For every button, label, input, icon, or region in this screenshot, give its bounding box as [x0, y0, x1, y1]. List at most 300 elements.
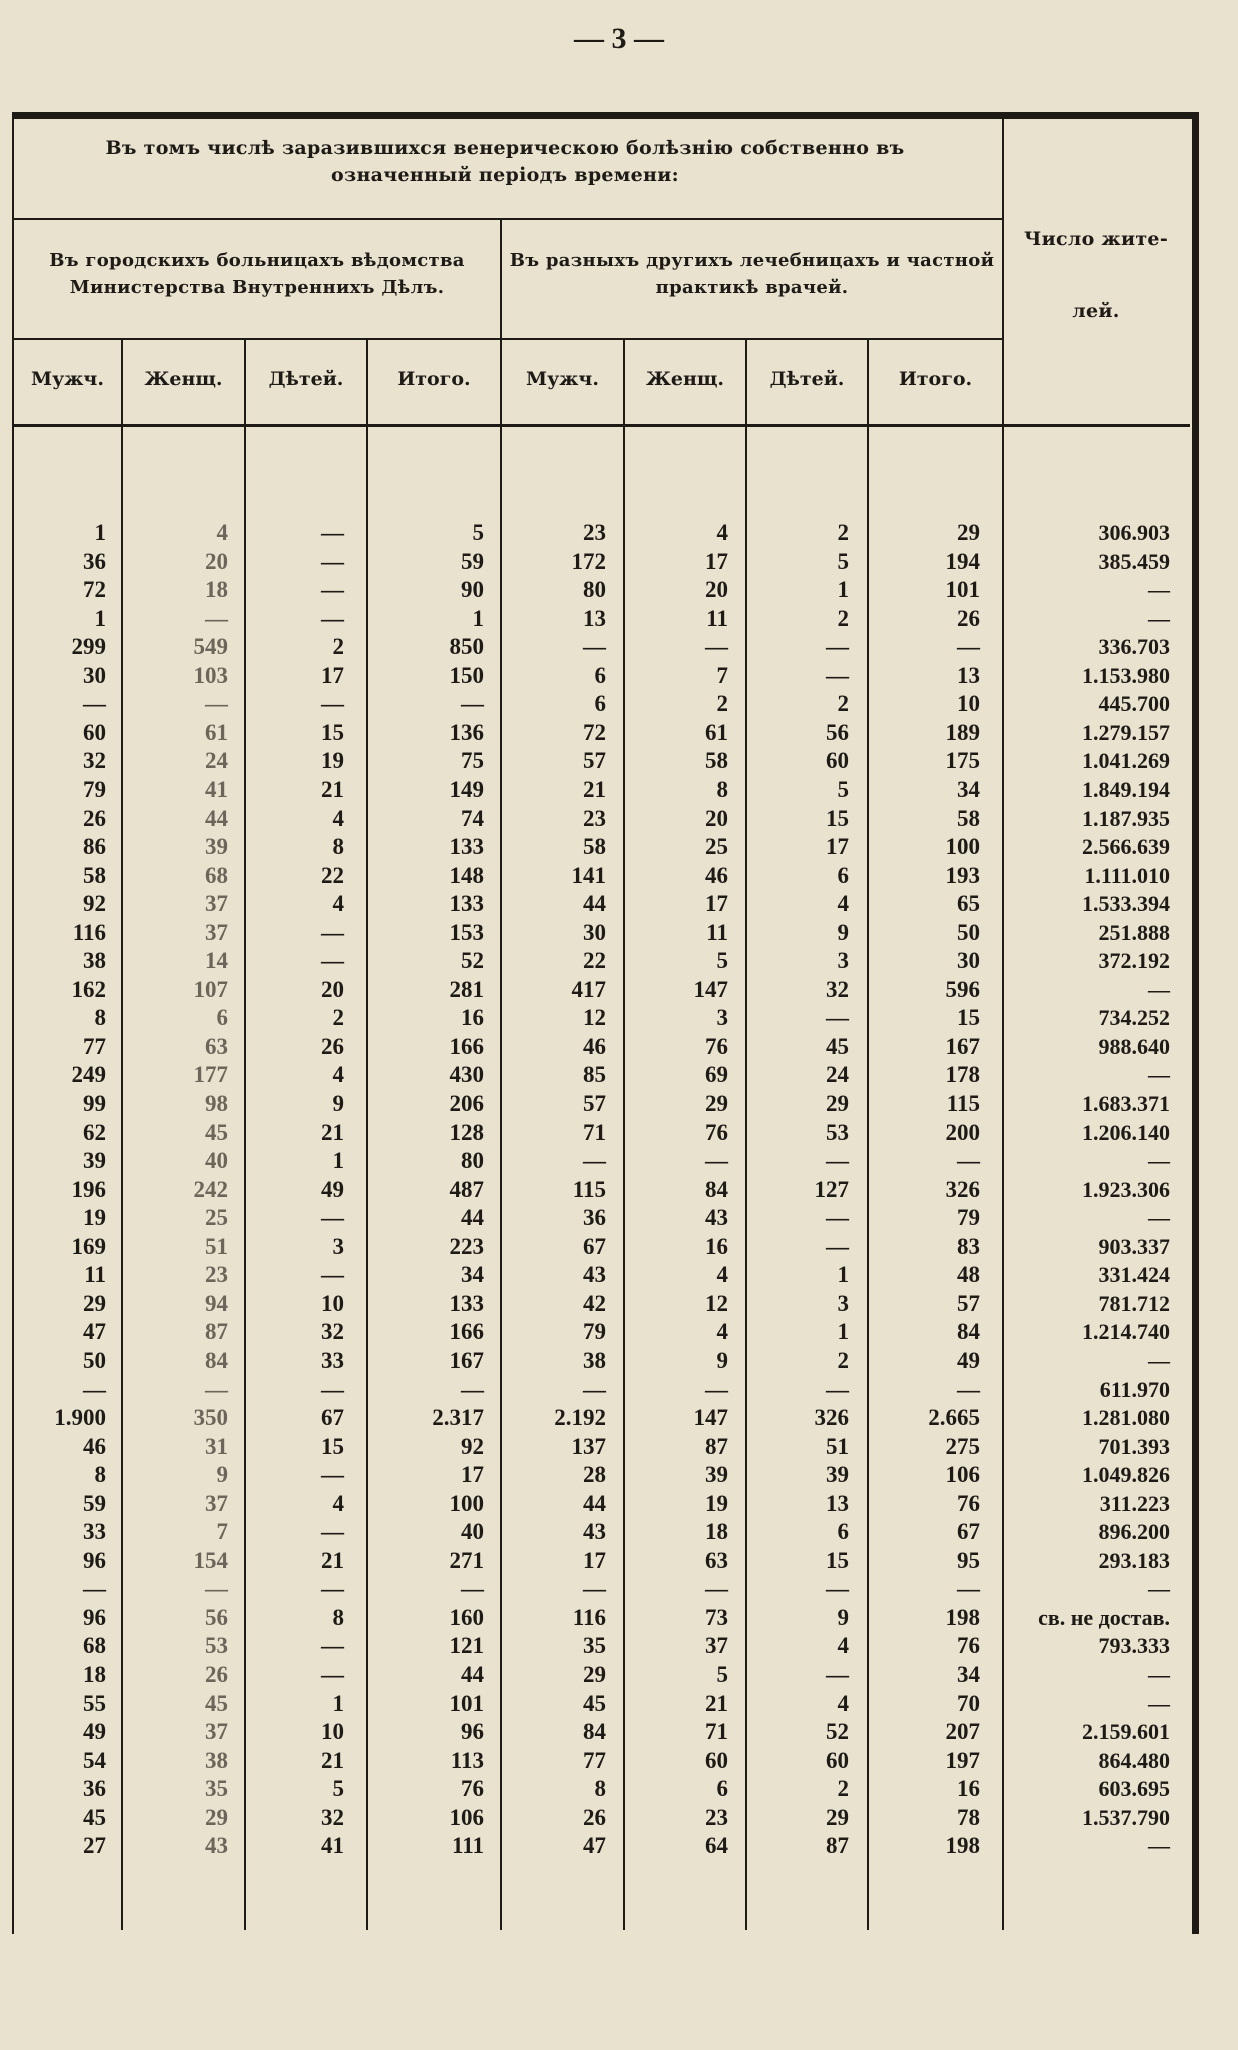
cell-women-a: 87 [205, 1319, 228, 1345]
cell-men-b: 57 [583, 1091, 606, 1116]
cell-men-b: 12 [583, 1005, 606, 1031]
cell-population: 734.252 [1098, 1005, 1170, 1031]
cell-men-a: 196 [71, 1176, 106, 1202]
cell-women-b: 19 [705, 1490, 728, 1516]
cell-children-b: 6 [837, 862, 849, 888]
table-row [0, 832, 1238, 861]
cell-men-b: — [583, 1148, 606, 1174]
cell-men-a: 169 [71, 1233, 106, 1259]
cell-children-b: 29 [826, 1804, 849, 1830]
cell-women-b: 5 [716, 1662, 728, 1687]
cell-total-a: 430 [449, 1062, 484, 1088]
cell-total-b: 58 [957, 805, 980, 831]
cell-women-a: 29 [205, 1804, 228, 1830]
cell-men-a: 54 [83, 1747, 106, 1773]
cell-women-a: 9 [216, 1462, 228, 1488]
cell-women-a: 98 [205, 1091, 228, 1116]
cell-total-a: 128 [449, 1119, 484, 1145]
cell-total-b: 198 [945, 1604, 980, 1630]
cell-children-b: 3 [837, 1290, 849, 1316]
cell-children-b: 60 [826, 1747, 849, 1773]
cell-total-a: 487 [449, 1176, 484, 1202]
cell-population: 1.206.140 [1082, 1119, 1170, 1145]
cell-men-a: 79 [83, 776, 106, 802]
cell-children-b: — [826, 1376, 849, 1402]
cell-total-b: 78 [957, 1804, 980, 1830]
table-row [0, 1831, 1238, 1860]
cell-men-a: 27 [83, 1833, 106, 1859]
cell-children-b: 17 [826, 834, 849, 860]
cell-total-a: — [461, 691, 484, 717]
cell-men-b: 67 [583, 1233, 606, 1259]
cell-children-b: 2 [837, 1776, 849, 1802]
cell-men-a: 299 [71, 634, 106, 660]
column-head-women-b: Женщ. [645, 368, 725, 390]
cell-population: 2.159.601 [1082, 1719, 1170, 1745]
cell-men-a: 1 [94, 605, 106, 631]
cell-population: — [1148, 1205, 1170, 1231]
cell-women-b: 4 [716, 1319, 728, 1345]
cell-women-b: 3 [716, 1005, 728, 1031]
cell-men-a: 59 [83, 1490, 106, 1516]
cell-women-b: — [705, 1576, 728, 1602]
cell-men-b: 43 [583, 1262, 606, 1288]
cell-total-b: 76 [957, 1490, 980, 1516]
cell-men-b: 57 [583, 748, 606, 774]
cell-women-a: 51 [205, 1233, 228, 1259]
cell-children-b: 87 [826, 1833, 849, 1859]
cell-children-a: 2 [332, 1005, 344, 1031]
cell-children-b: 127 [814, 1176, 849, 1202]
cell-men-b: 84 [583, 1719, 606, 1745]
cell-population: — [1148, 1576, 1170, 1602]
cell-population: 781.712 [1098, 1290, 1170, 1316]
cell-women-a: 53 [205, 1633, 228, 1659]
cell-children-a: 3 [332, 1233, 344, 1259]
cell-men-a: 39 [83, 1148, 106, 1174]
cell-men-b: 77 [583, 1747, 606, 1773]
cell-women-b: 17 [705, 548, 728, 574]
cell-children-b: 5 [837, 548, 849, 574]
cell-women-b: 20 [705, 577, 728, 603]
cell-children-a: 21 [321, 1119, 344, 1145]
cell-men-a: 36 [83, 1776, 106, 1802]
cell-population: 1.111.010 [1084, 862, 1170, 888]
cell-men-a: 49 [83, 1719, 106, 1745]
cell-men-b: 36 [583, 1205, 606, 1231]
cell-men-a: 30 [83, 662, 106, 688]
cell-children-a: — [321, 1205, 344, 1231]
cell-total-b: — [957, 1576, 980, 1602]
cell-children-b: 15 [826, 805, 849, 831]
cell-men-b: 417 [571, 976, 606, 1002]
cell-men-b: — [583, 634, 606, 660]
cell-women-a: 31 [205, 1433, 228, 1459]
cell-women-b: 60 [705, 1747, 728, 1773]
cell-population: 331.424 [1098, 1262, 1170, 1288]
cell-total-a: 1 [472, 605, 484, 631]
cell-men-a: 36 [83, 548, 106, 574]
cell-men-a: 46 [83, 1433, 106, 1459]
cell-women-b: 46 [705, 862, 728, 888]
cell-children-b: 52 [826, 1719, 849, 1745]
cell-men-b: 2.192 [554, 1405, 606, 1431]
cell-women-b: 4 [716, 520, 728, 545]
cell-men-a: 1 [94, 520, 106, 545]
cell-men-b: 71 [583, 1119, 606, 1145]
cell-total-a: 76 [461, 1776, 484, 1802]
cell-population: 336.703 [1098, 634, 1170, 660]
cell-men-b: 137 [571, 1433, 606, 1459]
cell-men-a: 86 [83, 834, 106, 860]
cell-total-b: 175 [945, 748, 980, 774]
cell-children-a: 41 [321, 1833, 344, 1859]
cell-children-a: 20 [321, 976, 344, 1002]
cell-women-b: 147 [693, 976, 728, 1002]
cell-men-b: 21 [583, 776, 606, 802]
cell-men-a: 55 [83, 1690, 106, 1716]
group-title: Въ томъ числѣ заразившихся венерическою болѣзнію собственно въ означенный періодъ времени: [105, 137, 905, 186]
cell-total-b: 83 [957, 1233, 980, 1259]
cell-population: 293.183 [1098, 1547, 1170, 1573]
cell-population: — [1148, 1347, 1170, 1373]
cell-men-a: 26 [83, 805, 106, 831]
cell-men-a: 11 [84, 1262, 106, 1288]
table-row [0, 1375, 1238, 1404]
cell-women-a: 6 [216, 1005, 228, 1031]
table-row [0, 804, 1238, 833]
cell-total-a: 153 [449, 919, 484, 945]
cell-women-a: 45 [205, 1690, 228, 1716]
cell-total-a: 166 [449, 1033, 484, 1059]
cell-women-b: 17 [705, 891, 728, 917]
cell-men-a: 8 [94, 1462, 106, 1488]
group-b-title: Въ разныхъ другихъ лечебницахъ и частной практикѣ врачей. [509, 250, 995, 298]
cell-men-a: 68 [83, 1633, 106, 1659]
cell-men-a: 47 [83, 1319, 106, 1345]
cell-children-a: 4 [332, 1062, 344, 1088]
cell-children-a: 9 [332, 1091, 344, 1116]
cell-total-b: 70 [957, 1690, 980, 1716]
cell-total-a: 100 [449, 1490, 484, 1516]
cell-children-b: — [826, 1205, 849, 1231]
table-row [0, 718, 1238, 747]
cell-total-a: 133 [449, 1290, 484, 1316]
cell-women-b: 25 [705, 834, 728, 860]
cell-children-b: — [826, 1576, 849, 1602]
column-head-total-b: Итого. [898, 368, 973, 390]
table-row [0, 1060, 1238, 1089]
cell-women-b: 5 [716, 948, 728, 974]
cell-children-b: 6 [837, 1519, 849, 1545]
cell-total-b: 34 [957, 1662, 980, 1687]
cell-total-a: 92 [461, 1433, 484, 1459]
cell-women-b: 21 [705, 1690, 728, 1716]
cell-women-a: 549 [193, 634, 228, 660]
cell-children-a: — [321, 1576, 344, 1602]
cell-children-b: 5 [837, 776, 849, 802]
cell-total-b: 95 [957, 1547, 980, 1573]
cell-population: 603.695 [1098, 1776, 1170, 1802]
cell-children-b: — [826, 1148, 849, 1174]
cell-men-b: 8 [594, 1776, 606, 1802]
cell-total-a: 160 [449, 1604, 484, 1630]
cell-children-a: 21 [321, 776, 344, 802]
cell-men-a: — [83, 691, 106, 717]
cell-children-b: 4 [837, 1690, 849, 1716]
cell-women-a: 39 [205, 834, 228, 860]
cell-children-b: 51 [826, 1433, 849, 1459]
cell-children-a: 1 [332, 1690, 344, 1716]
cell-children-b: 53 [826, 1119, 849, 1145]
cell-total-a: 52 [461, 948, 484, 974]
cell-children-a: 8 [332, 1604, 344, 1630]
cell-children-b: — [826, 634, 849, 660]
cell-total-a: 90 [461, 577, 484, 603]
table-row [0, 547, 1238, 576]
cell-population: — [1148, 1690, 1170, 1716]
table-row [0, 1203, 1238, 1232]
table-row [0, 1574, 1238, 1603]
column-head-total-a: Итого. [397, 368, 471, 390]
cell-total-a: 121 [449, 1633, 484, 1659]
cell-women-a: 41 [205, 776, 228, 802]
table-row [0, 775, 1238, 804]
cell-women-a: 26 [205, 1662, 228, 1687]
cell-population: 611.970 [1099, 1376, 1170, 1402]
table-row [0, 1746, 1238, 1775]
cell-women-b: 12 [705, 1290, 728, 1316]
cell-population: 251.888 [1098, 919, 1170, 945]
cell-total-b: 29 [957, 520, 980, 545]
cell-men-a: — [83, 1576, 106, 1602]
cell-children-a: 49 [321, 1176, 344, 1202]
column-head-men-b: Мужч. [526, 368, 599, 390]
cell-women-a: 14 [205, 948, 228, 974]
cell-total-a: 101 [449, 1690, 484, 1716]
cell-total-b: 13 [957, 662, 980, 688]
table-row [0, 632, 1238, 661]
cell-women-a: — [205, 605, 228, 631]
cell-women-b: 76 [705, 1033, 728, 1059]
cell-men-a: 72 [83, 577, 106, 603]
cell-children-a: 10 [321, 1290, 344, 1316]
cell-children-b: 39 [826, 1462, 849, 1488]
cell-children-b: 24 [826, 1062, 849, 1088]
cell-men-b: 28 [583, 1462, 606, 1488]
cell-men-a: 38 [83, 948, 106, 974]
cell-children-b: 4 [837, 1633, 849, 1659]
cell-total-a: 136 [449, 719, 484, 745]
cell-men-a: — [83, 1376, 106, 1402]
cell-women-b: 39 [705, 1462, 728, 1488]
cell-women-a: 103 [193, 662, 228, 688]
cell-population: 1.537.790 [1082, 1804, 1170, 1830]
cell-children-b: 15 [826, 1547, 849, 1573]
table-row [0, 889, 1238, 918]
page-number: — 3 — [574, 22, 664, 55]
table-row [0, 1260, 1238, 1289]
cell-women-b: 4 [716, 1262, 728, 1288]
cell-population: св. не достав. [1038, 1604, 1170, 1630]
cell-population: — [1148, 1662, 1170, 1687]
cell-total-a: 59 [461, 548, 484, 574]
cell-men-b: 44 [583, 891, 606, 917]
cell-men-b: 23 [583, 805, 606, 831]
cell-total-b: 189 [945, 719, 980, 745]
cell-men-a: 18 [83, 1662, 106, 1687]
table-row [0, 1317, 1238, 1346]
cell-men-a: 50 [83, 1347, 106, 1373]
cell-women-b: 7 [716, 662, 728, 688]
cell-men-b: — [583, 1576, 606, 1602]
cell-women-b: 8 [716, 776, 728, 802]
cell-children-a: 4 [332, 805, 344, 831]
cell-total-a: 148 [449, 862, 484, 888]
cell-men-a: 60 [83, 719, 106, 745]
cell-children-a: — [321, 1662, 344, 1687]
cell-women-b: 11 [706, 919, 728, 945]
cell-children-b: 60 [826, 748, 849, 774]
cell-women-b: 64 [705, 1833, 728, 1859]
cell-men-b: 17 [583, 1547, 606, 1573]
table-row [0, 1089, 1238, 1118]
cell-women-a: 61 [205, 719, 228, 745]
table-row [0, 1032, 1238, 1061]
cell-children-a: 22 [321, 862, 344, 888]
cell-children-b: — [826, 1005, 849, 1031]
cell-men-a: 1.900 [54, 1405, 106, 1431]
cell-women-b: 29 [705, 1091, 728, 1116]
cell-men-b: 72 [583, 719, 606, 745]
cell-women-a: 154 [193, 1547, 228, 1573]
column-head-children-b: Дѣтей. [769, 368, 845, 390]
cell-men-a: 249 [71, 1062, 106, 1088]
cell-population: 1.683.371 [1082, 1091, 1170, 1116]
cell-total-b: 100 [945, 834, 980, 860]
cell-men-b: 23 [583, 520, 606, 545]
cell-children-a: 17 [321, 662, 344, 688]
cell-children-a: — [321, 1262, 344, 1288]
cell-men-b: 38 [583, 1347, 606, 1373]
cell-total-a: 133 [449, 834, 484, 860]
cell-women-b: 18 [705, 1519, 728, 1545]
cell-women-b: 16 [705, 1233, 728, 1259]
cell-men-b: 42 [583, 1290, 606, 1316]
cell-children-a: — [321, 548, 344, 574]
cell-women-b: 73 [705, 1604, 728, 1630]
cell-women-a: 25 [205, 1205, 228, 1231]
cell-total-b: 67 [957, 1519, 980, 1545]
cell-children-b: 29 [826, 1091, 849, 1116]
cell-population: — [1148, 577, 1170, 603]
cell-children-b: 3 [837, 948, 849, 974]
cell-children-a: — [321, 605, 344, 631]
cell-women-a: 20 [205, 548, 228, 574]
cell-men-b: 6 [594, 662, 606, 688]
rule-under-group-heads [14, 338, 1002, 340]
cell-women-b: — [705, 634, 728, 660]
cell-total-b: 49 [957, 1347, 980, 1373]
cell-total-a: 34 [461, 1262, 484, 1288]
cell-women-a: — [205, 1376, 228, 1402]
cell-children-a: 15 [321, 719, 344, 745]
cell-total-a: 17 [461, 1462, 484, 1488]
cell-children-a: — [321, 919, 344, 945]
cell-total-b: 10 [957, 691, 980, 717]
cell-total-a: 166 [449, 1319, 484, 1345]
population-title-line2: лей. [1072, 300, 1120, 322]
cell-women-a: — [205, 1576, 228, 1602]
cell-total-b: 84 [957, 1319, 980, 1345]
cell-population: 903.337 [1098, 1233, 1170, 1259]
cell-men-a: 96 [83, 1547, 106, 1573]
cell-total-b: — [957, 1148, 980, 1174]
cell-men-a: 162 [71, 976, 106, 1002]
cell-total-b: 106 [945, 1462, 980, 1488]
cell-men-b: 44 [583, 1490, 606, 1516]
cell-women-a: 37 [205, 1490, 228, 1516]
cell-total-a: 133 [449, 891, 484, 917]
cell-children-a: 15 [321, 1433, 344, 1459]
cell-total-b: — [957, 1376, 980, 1402]
cell-men-a: 29 [83, 1290, 106, 1316]
cell-total-b: 2.665 [928, 1405, 980, 1431]
cell-children-a: 10 [321, 1719, 344, 1745]
table-row [0, 746, 1238, 775]
cell-total-b: 34 [957, 776, 980, 802]
cell-women-a: 4 [216, 520, 228, 545]
cell-total-a: 149 [449, 776, 484, 802]
cell-women-b: 69 [705, 1062, 728, 1088]
cell-women-a: 68 [205, 862, 228, 888]
cell-women-a: 44 [205, 805, 228, 831]
cell-total-a: 850 [449, 634, 484, 660]
cell-total-a: 2.317 [432, 1405, 484, 1431]
cell-men-b: 115 [572, 1176, 606, 1202]
cell-population: 988.640 [1098, 1033, 1170, 1059]
cell-total-a: 16 [461, 1005, 484, 1031]
column-head-children-a: Дѣтей. [268, 368, 344, 390]
cell-population: 1.049.826 [1082, 1462, 1170, 1488]
cell-children-a: — [321, 577, 344, 603]
cell-men-a: 96 [83, 1604, 106, 1630]
cell-women-a: 7 [216, 1519, 228, 1545]
cell-men-b: 116 [572, 1604, 606, 1630]
column-head-men-a: Мужч. [31, 368, 104, 390]
cell-children-a: — [321, 520, 344, 545]
cell-women-a: 45 [205, 1119, 228, 1145]
cell-men-a: 58 [83, 862, 106, 888]
cell-children-a: 4 [332, 891, 344, 917]
table-row [0, 1689, 1238, 1718]
cell-population: — [1148, 976, 1170, 1002]
cell-total-b: 198 [945, 1833, 980, 1859]
cell-women-a: 107 [193, 976, 228, 1002]
cell-population: 372.192 [1098, 948, 1170, 974]
cell-population: — [1148, 605, 1170, 631]
cell-population: — [1148, 1833, 1170, 1859]
cell-children-a: 19 [321, 748, 344, 774]
cell-men-b: 43 [583, 1519, 606, 1545]
cell-women-b: 43 [705, 1205, 728, 1231]
cell-women-a: 18 [205, 577, 228, 603]
cell-total-a: 223 [449, 1233, 484, 1259]
cell-children-b: — [826, 1662, 849, 1687]
cell-women-a: 40 [205, 1148, 228, 1174]
cell-children-b: 32 [826, 976, 849, 1002]
cell-total-a: 44 [461, 1662, 484, 1687]
